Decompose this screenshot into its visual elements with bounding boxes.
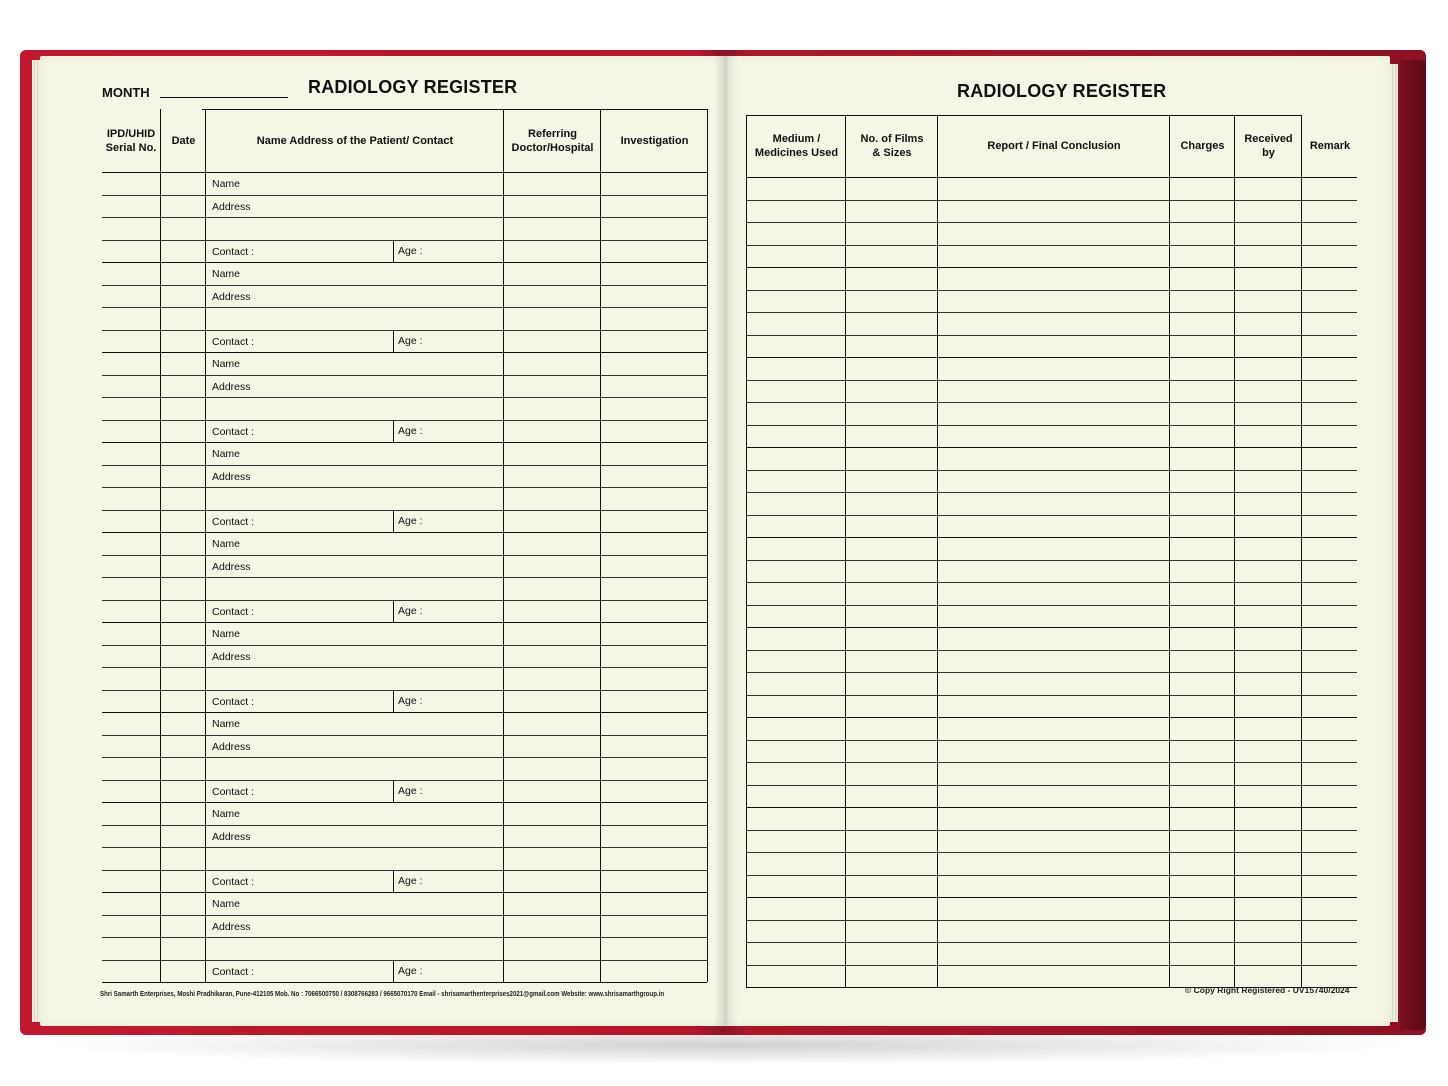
address-label: Address <box>212 560 251 573</box>
row-rule <box>746 425 1357 426</box>
age-divider <box>393 960 394 983</box>
row-rule <box>746 605 1357 606</box>
header-referring: Referring Doctor/Hospital <box>511 127 594 154</box>
entry-divider <box>102 442 707 443</box>
entry-divider <box>746 357 1357 358</box>
row-rule <box>746 920 1357 921</box>
row-rule <box>102 757 707 758</box>
name-label: Name <box>212 448 241 460</box>
header-investigation: Investigation <box>620 134 689 147</box>
name-label: Name <box>212 178 241 190</box>
entry-divider <box>746 447 1357 448</box>
row-rule <box>746 740 1357 741</box>
entry-divider <box>102 532 707 533</box>
age-label: Age : <box>398 964 423 977</box>
row-rule <box>102 870 707 871</box>
header-films: No. of Films & Sizes <box>860 133 924 159</box>
row-rule <box>746 492 1357 493</box>
entry-divider <box>746 807 1357 808</box>
contact-label: Contact : <box>212 695 255 708</box>
cover-edge <box>1400 60 1426 1030</box>
row-rule <box>102 847 707 848</box>
age-divider <box>393 240 394 263</box>
age-divider <box>393 780 394 803</box>
age-label: Age : <box>398 694 423 707</box>
contact-label: Contact : <box>212 785 255 798</box>
row-rule <box>746 515 1357 516</box>
row-rule <box>746 245 1357 246</box>
row-rule <box>746 785 1357 786</box>
name-label: Name <box>212 898 241 910</box>
age-label: Age : <box>398 604 423 617</box>
row-rule <box>102 330 707 331</box>
row-rule <box>102 240 707 241</box>
header-serial-no: IPD/UHID Serial No. <box>105 127 157 154</box>
header-date: Date <box>171 134 196 147</box>
row-rule <box>102 375 707 376</box>
row-rule <box>746 830 1357 831</box>
row-rule <box>102 577 707 578</box>
row-rule <box>102 307 707 308</box>
row-rule <box>102 960 707 961</box>
entry-divider <box>746 897 1357 898</box>
address-label: Address <box>212 830 251 843</box>
entry-divider <box>102 802 707 803</box>
entry-divider <box>102 352 707 353</box>
address-label: Address <box>212 200 251 213</box>
header-medium: Medium / Medicines Used <box>754 133 839 159</box>
column-divider <box>746 115 747 987</box>
entry-divider <box>746 627 1357 628</box>
age-label: Age : <box>398 784 423 797</box>
row-rule <box>746 965 1357 966</box>
row-rule <box>746 650 1357 651</box>
age-label: Age : <box>398 244 423 257</box>
header-remark: Remark <box>1309 140 1351 152</box>
name-label: Name <box>212 808 241 820</box>
row-rule <box>102 645 707 646</box>
row-rule <box>746 762 1357 763</box>
address-label: Address <box>212 380 251 393</box>
age-divider <box>393 330 394 353</box>
header-bottom-rule <box>746 177 1357 178</box>
row-rule <box>102 600 707 601</box>
column-divider <box>1234 115 1235 987</box>
entry-divider <box>746 267 1357 268</box>
age-divider <box>393 870 394 893</box>
row-rule <box>102 555 707 556</box>
row-rule <box>102 487 707 488</box>
entry-divider <box>102 262 707 263</box>
contact-label: Contact : <box>212 245 255 258</box>
row-rule <box>102 397 707 398</box>
row-rule <box>746 200 1357 201</box>
entry-divider <box>746 717 1357 718</box>
row-rule <box>102 465 707 466</box>
contact-label: Contact : <box>212 425 255 438</box>
address-label: Address <box>212 650 251 663</box>
row-rule <box>102 937 707 938</box>
row-rule <box>746 852 1357 853</box>
address-label: Address <box>212 920 251 933</box>
column-divider <box>1169 115 1170 987</box>
column-divider <box>845 115 846 987</box>
row-rule <box>102 285 707 286</box>
name-label: Name <box>212 358 241 370</box>
column-divider <box>707 109 708 982</box>
row-rule <box>746 695 1357 696</box>
left-page <box>40 56 724 1026</box>
row-rule <box>746 470 1357 471</box>
header-patient: Name Address of the Patient/ Contact <box>256 134 454 147</box>
table-top-rule <box>202 109 707 110</box>
entry-divider <box>102 982 707 983</box>
row-rule <box>102 195 707 196</box>
address-label: Address <box>212 290 251 303</box>
row-rule <box>746 582 1357 583</box>
entry-divider <box>102 712 707 713</box>
row-rule <box>746 672 1357 673</box>
row-rule <box>102 420 707 421</box>
row-rule <box>102 780 707 781</box>
copyright-notice: © Copy Right Registered - UV15740/2024 <box>1185 985 1350 995</box>
row-rule <box>102 690 707 691</box>
row-rule <box>102 217 707 218</box>
month-label: MONTH <box>102 85 150 100</box>
row-rule <box>102 667 707 668</box>
age-divider <box>393 420 394 443</box>
entry-divider <box>102 892 707 893</box>
row-rule <box>746 312 1357 313</box>
right-page <box>724 56 1390 1026</box>
publisher-footer: Shri Samarth Enterprises, Moshi Pradhikaran, Pune-412105 Mob. No : 7066500750 / 8308766283 / 9665070170 Email - shrisamarthenterprises2021@gmail.com Website: www.shrisamarthgroup.in <box>100 989 665 998</box>
entry-divider <box>102 622 707 623</box>
header-charges: Charges <box>1180 140 1225 152</box>
row-rule <box>746 222 1357 223</box>
book-gutter <box>714 56 738 1026</box>
address-label: Address <box>212 470 251 483</box>
column-divider <box>937 115 938 987</box>
contact-label: Contact : <box>212 515 255 528</box>
row-rule <box>102 735 707 736</box>
contact-label: Contact : <box>212 605 255 618</box>
row-rule <box>102 510 707 511</box>
column-divider <box>1301 115 1302 987</box>
age-label: Age : <box>398 334 423 347</box>
contact-label: Contact : <box>212 875 255 888</box>
row-rule <box>746 560 1357 561</box>
age-label: Age : <box>398 514 423 527</box>
contact-label: Contact : <box>212 965 255 978</box>
table-top-rule <box>746 115 1301 116</box>
header-bottom-rule <box>102 172 707 173</box>
name-label: Name <box>212 268 241 280</box>
row-rule <box>746 290 1357 291</box>
header-received-by: Received by <box>1244 133 1293 159</box>
entry-divider <box>746 537 1357 538</box>
age-label: Age : <box>398 874 423 887</box>
month-input-line[interactable] <box>160 97 288 98</box>
row-rule <box>746 875 1357 876</box>
name-label: Name <box>212 538 241 550</box>
row-rule <box>746 335 1357 336</box>
row-rule <box>102 825 707 826</box>
contact-label: Contact : <box>212 335 255 348</box>
row-rule <box>102 915 707 916</box>
name-label: Name <box>212 718 241 730</box>
age-divider <box>393 690 394 713</box>
age-divider <box>393 510 394 533</box>
name-label: Name <box>212 628 241 640</box>
right-page-title: RADIOLOGY REGISTER <box>957 81 1167 101</box>
left-page-title: RADIOLOGY REGISTER <box>308 77 518 97</box>
header-report: Report / Final Conclusion <box>987 140 1121 152</box>
row-rule <box>746 380 1357 381</box>
age-label: Age : <box>398 424 423 437</box>
address-label: Address <box>212 740 251 753</box>
row-rule <box>746 942 1357 943</box>
row-rule <box>746 402 1357 403</box>
age-divider <box>393 600 394 623</box>
